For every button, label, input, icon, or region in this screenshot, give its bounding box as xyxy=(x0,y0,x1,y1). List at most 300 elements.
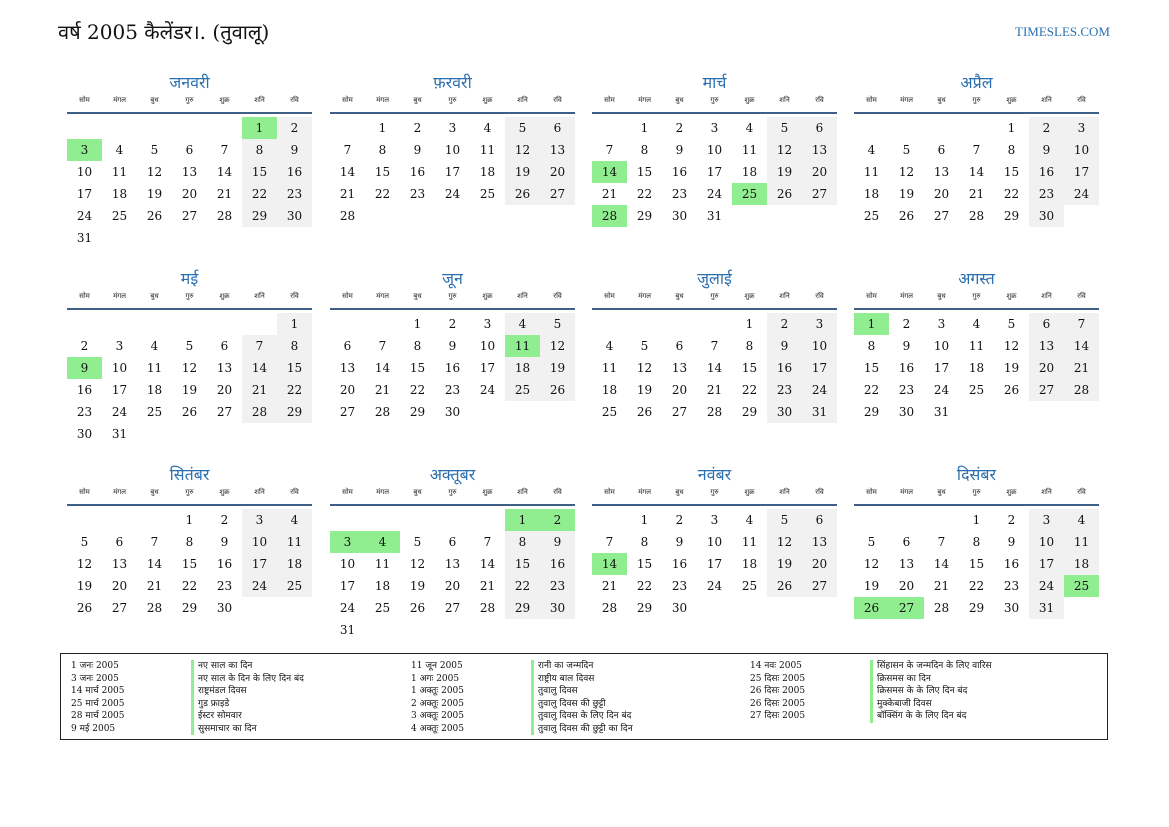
day-cell: 19 xyxy=(146,187,163,201)
day-cell: 12 xyxy=(409,557,426,571)
weekday-label: शनि xyxy=(1041,488,1052,496)
holiday-row xyxy=(750,698,992,711)
day-cell: 8 xyxy=(413,339,422,353)
weekday-label: रवि xyxy=(815,292,824,300)
weekday-label: शुक्र xyxy=(1006,292,1017,300)
holiday-row xyxy=(411,710,633,723)
day-cell: 18 xyxy=(1064,553,1099,575)
day-cell: 30 xyxy=(216,601,233,615)
day-cell: 21 xyxy=(242,379,277,401)
day-cell: 3 xyxy=(802,313,837,335)
day-cell: 23 xyxy=(409,187,426,201)
day-cell: 29 xyxy=(242,205,277,227)
day-cell: 19 xyxy=(767,553,802,575)
day-cell: 29 xyxy=(277,401,312,423)
weekday-label: मंगल xyxy=(376,96,389,104)
day-cell: 14 xyxy=(1064,335,1099,357)
weekday-label: बुध xyxy=(675,292,684,300)
weekday-label: शनि xyxy=(1041,292,1052,300)
weekday-header xyxy=(330,488,575,506)
day-cell: 12 xyxy=(767,531,802,553)
month-block xyxy=(592,462,837,619)
day-cell: 15 xyxy=(374,165,391,179)
day-cell: 3 xyxy=(710,121,719,135)
day-cell: 7 xyxy=(343,143,352,157)
weekday-label: गुरु xyxy=(448,292,457,300)
day-cell: 30 xyxy=(76,427,93,441)
day-cell: 15 xyxy=(636,165,653,179)
day-cell: 20 xyxy=(181,187,198,201)
weekday-label: बुध xyxy=(675,488,684,496)
day-cell: 10 xyxy=(933,339,950,353)
weekday-label: मंगल xyxy=(113,488,126,496)
day-cell: 21 xyxy=(706,383,723,397)
day-cell: 25 xyxy=(505,379,540,401)
day-cell: 15 xyxy=(242,161,277,183)
day-cell: 13 xyxy=(339,361,356,375)
day-cell: 7 xyxy=(220,143,229,157)
day-cell: 24 xyxy=(706,579,723,593)
weekday-label: बुध xyxy=(413,96,422,104)
day-cell: 19 xyxy=(636,383,653,397)
day-cell: 20 xyxy=(802,161,837,183)
day-cell: 18 xyxy=(277,553,312,575)
weekday-label: मंगल xyxy=(113,96,126,104)
day-cell: 12 xyxy=(146,165,163,179)
day-cell: 31 xyxy=(1029,597,1064,619)
day-cell: 26 xyxy=(854,597,889,619)
weekday-label: शुक्र xyxy=(219,96,230,104)
day-cell: 26 xyxy=(767,575,802,597)
weekday-label: गुरु xyxy=(972,488,981,496)
weekday-label: मंगल xyxy=(113,292,126,300)
month-block xyxy=(67,462,312,619)
day-cell: 24 xyxy=(444,187,461,201)
day-cell: 25 xyxy=(277,575,312,597)
empty-cell xyxy=(330,313,365,335)
weekday-label: सोम xyxy=(342,488,353,496)
day-cell: 14 xyxy=(339,165,356,179)
month-name: नवंबर xyxy=(697,465,732,484)
day-cell: 23 xyxy=(1029,183,1064,205)
day-cell: 27 xyxy=(444,601,461,615)
weekday-header xyxy=(67,488,312,506)
day-cell: 9 xyxy=(1029,139,1064,161)
weekday-label: सोम xyxy=(866,96,877,104)
empty-cell xyxy=(889,509,924,531)
holiday-date: 25 दिसः 2005 xyxy=(750,673,806,684)
day-cell: 19 xyxy=(767,161,802,183)
empty-cell xyxy=(137,509,172,531)
day-cell: 2 xyxy=(80,339,89,353)
empty-cell xyxy=(207,313,242,335)
day-cell: 3 xyxy=(1029,509,1064,531)
weekday-label: शुक्र xyxy=(482,96,493,104)
weekday-header xyxy=(854,96,1099,114)
day-cell: 29 xyxy=(863,405,880,419)
month-name: दिसंबर xyxy=(956,465,997,484)
day-cell: 4 xyxy=(365,531,400,553)
day-cell: 30 xyxy=(671,209,688,223)
day-cell: 2 xyxy=(1007,513,1016,527)
day-cell: 7 xyxy=(1064,313,1099,335)
holiday-row xyxy=(71,723,304,736)
day-cell: 16 xyxy=(76,383,93,397)
day-cell: 17 xyxy=(242,553,277,575)
day-cell: 15 xyxy=(968,557,985,571)
day-cell: 14 xyxy=(592,161,627,183)
holiday-date: 11 जून 2005 xyxy=(411,661,463,671)
day-cell: 20 xyxy=(1029,357,1064,379)
holiday-name: ईस्टर सोमवार xyxy=(191,710,242,723)
days-grid xyxy=(67,117,312,249)
day-cell: 27 xyxy=(216,405,233,419)
day-cell: 19 xyxy=(76,579,93,593)
day-cell: 26 xyxy=(76,601,93,615)
day-cell: 6 xyxy=(185,143,194,157)
day-cell: 13 xyxy=(802,139,837,161)
holiday-date: 9 मई 2005 xyxy=(71,723,116,734)
day-cell: 16 xyxy=(898,361,915,375)
day-cell: 23 xyxy=(277,183,312,205)
weekday-header xyxy=(67,292,312,310)
holiday-date: 1 अगः 2005 xyxy=(411,673,460,684)
day-cell: 16 xyxy=(277,161,312,183)
holiday-date: 1 अक्तूः 2005 xyxy=(411,686,465,696)
day-cell: 17 xyxy=(339,579,356,593)
days-grid xyxy=(330,313,575,423)
day-cell: 14 xyxy=(146,557,163,571)
day-cell: 6 xyxy=(448,535,457,549)
day-cell: 4 xyxy=(115,143,124,157)
weekday-label: शनि xyxy=(779,96,790,104)
day-cell: 22 xyxy=(181,579,198,593)
day-cell: 6 xyxy=(540,117,575,139)
weekday-header xyxy=(67,96,312,114)
holiday-row xyxy=(71,698,304,711)
weekday-label: सोम xyxy=(866,292,877,300)
day-cell: 29 xyxy=(1003,209,1020,223)
holiday-name: नए साल का दिन xyxy=(191,660,252,673)
day-cell: 3 xyxy=(242,509,277,531)
day-cell: 13 xyxy=(216,361,233,375)
day-cell: 13 xyxy=(898,557,915,571)
day-cell: 1 xyxy=(505,509,540,531)
holiday-name: क्रिसमस के के लिए दिन बंद xyxy=(870,685,967,698)
day-cell: 29 xyxy=(968,601,985,615)
day-cell: 2 xyxy=(220,513,229,527)
day-cell: 28 xyxy=(374,405,391,419)
empty-cell xyxy=(207,117,242,139)
holiday-row xyxy=(71,673,304,686)
empty-cell xyxy=(592,117,627,139)
weekday-header xyxy=(854,292,1099,310)
holiday-name: राष्ट्रीय बाल दिवस xyxy=(531,673,594,686)
day-cell: 9 xyxy=(1007,535,1016,549)
day-cell: 23 xyxy=(898,383,915,397)
day-cell: 22 xyxy=(741,383,758,397)
day-cell: 11 xyxy=(479,143,496,157)
empty-cell xyxy=(102,117,137,139)
empty-cell xyxy=(854,117,889,139)
day-cell: 3 xyxy=(937,317,946,331)
day-cell: 16 xyxy=(671,165,688,179)
holiday-date: 3 जनः 2005 xyxy=(71,673,119,684)
day-cell: 15 xyxy=(277,357,312,379)
weekday-label: बुध xyxy=(937,292,946,300)
day-cell: 4 xyxy=(972,317,981,331)
day-cell: 22 xyxy=(374,187,391,201)
day-cell: 27 xyxy=(540,183,575,205)
day-cell: 26 xyxy=(898,209,915,223)
days-grid xyxy=(854,117,1099,227)
day-cell: 31 xyxy=(76,231,93,245)
day-cell: 11 xyxy=(146,361,163,375)
day-cell: 26 xyxy=(409,601,426,615)
empty-cell xyxy=(172,313,207,335)
day-cell: 1 xyxy=(854,313,889,335)
weekday-label: शनि xyxy=(517,96,528,104)
day-cell: 27 xyxy=(181,209,198,223)
weekday-label: मंगल xyxy=(638,292,651,300)
weekday-label: सोम xyxy=(604,292,615,300)
weekday-label: गुरु xyxy=(448,488,457,496)
holiday-name: मुक्केबाजी दिवस xyxy=(870,698,932,711)
weekday-label: बुध xyxy=(150,96,159,104)
day-cell: 1 xyxy=(277,313,312,335)
weekday-label: शुक्र xyxy=(1006,488,1017,496)
day-cell: 26 xyxy=(1003,383,1020,397)
month-name: सितंबर xyxy=(169,465,210,484)
day-cell: 21 xyxy=(146,579,163,593)
month-block xyxy=(330,266,575,423)
weekday-label: शुक्र xyxy=(744,488,755,496)
weekday-label: बुध xyxy=(937,488,946,496)
day-cell: 18 xyxy=(479,165,496,179)
empty-cell xyxy=(924,509,959,531)
weekday-label: रवि xyxy=(553,488,562,496)
holiday-date: 4 अक्तूः 2005 xyxy=(411,723,465,734)
day-cell: 28 xyxy=(933,601,950,615)
day-cell: 22 xyxy=(1003,187,1020,201)
day-cell: 25 xyxy=(1064,575,1099,597)
holiday-date: 26 दिसः 2005 xyxy=(750,686,806,696)
day-cell: 6 xyxy=(937,143,946,157)
weekday-label: रवि xyxy=(815,96,824,104)
day-cell: 9 xyxy=(675,143,684,157)
day-cell: 7 xyxy=(150,535,159,549)
weekday-label: सोम xyxy=(342,96,353,104)
day-cell: 22 xyxy=(636,187,653,201)
day-cell: 21 xyxy=(968,187,985,201)
day-cell: 6 xyxy=(675,339,684,353)
day-cell: 19 xyxy=(409,579,426,593)
day-cell: 22 xyxy=(505,575,540,597)
day-cell: 22 xyxy=(242,183,277,205)
day-cell: 22 xyxy=(277,379,312,401)
holiday-date: 28 मार्च 2005 xyxy=(71,711,125,721)
day-cell: 25 xyxy=(374,601,391,615)
weekday-label: गुरु xyxy=(448,96,457,104)
day-cell: 3 xyxy=(448,121,457,135)
holiday-name: बॉक्सिंग के के लिए दिन बंद xyxy=(870,710,966,723)
weekday-label: गुरु xyxy=(710,292,719,300)
holiday-list xyxy=(60,653,1108,740)
holiday-row xyxy=(71,710,304,723)
weekday-header xyxy=(330,96,575,114)
day-cell: 12 xyxy=(505,139,540,161)
day-cell: 28 xyxy=(242,401,277,423)
day-cell: 13 xyxy=(933,165,950,179)
day-cell: 20 xyxy=(444,579,461,593)
empty-cell xyxy=(330,117,365,139)
day-cell: 8 xyxy=(1007,143,1016,157)
weekday-label: शनि xyxy=(1041,96,1052,104)
month-name: मई xyxy=(180,269,199,288)
day-cell: 4 xyxy=(745,121,754,135)
day-cell: 29 xyxy=(409,405,426,419)
days-grid xyxy=(854,313,1099,423)
day-cell: 4 xyxy=(745,513,754,527)
holiday-row xyxy=(750,685,992,698)
day-cell: 25 xyxy=(732,183,767,205)
empty-cell xyxy=(592,313,627,335)
day-cell: 25 xyxy=(146,405,163,419)
weekday-label: शनि xyxy=(517,292,528,300)
day-cell: 11 xyxy=(277,531,312,553)
day-cell: 7 xyxy=(378,339,387,353)
holiday-date: 3 अक्तूः 2005 xyxy=(411,711,465,721)
day-cell: 7 xyxy=(710,339,719,353)
day-cell: 2 xyxy=(413,121,422,135)
day-cell: 19 xyxy=(863,579,880,593)
day-cell: 10 xyxy=(1064,139,1099,161)
day-cell: 2 xyxy=(540,509,575,531)
day-cell: 10 xyxy=(444,143,461,157)
weekday-label: रवि xyxy=(815,488,824,496)
day-cell: 22 xyxy=(968,579,985,593)
day-cell: 27 xyxy=(933,209,950,223)
day-cell: 5 xyxy=(185,339,194,353)
day-cell: 30 xyxy=(671,601,688,615)
day-cell: 20 xyxy=(540,161,575,183)
day-cell: 30 xyxy=(540,597,575,619)
day-cell: 25 xyxy=(968,383,985,397)
weekday-label: शनि xyxy=(254,96,265,104)
day-cell: 6 xyxy=(802,509,837,531)
weekday-label: बुध xyxy=(150,292,159,300)
weekday-label: बुध xyxy=(413,488,422,496)
month-block xyxy=(330,70,575,227)
day-cell: 27 xyxy=(111,601,128,615)
day-cell: 16 xyxy=(1029,161,1064,183)
day-cell: 30 xyxy=(1029,205,1064,227)
day-cell: 25 xyxy=(863,209,880,223)
site-link[interactable]: TIMESLES.COM xyxy=(1015,24,1110,39)
day-cell: 31 xyxy=(111,427,128,441)
holiday-row xyxy=(750,660,992,673)
day-cell: 28 xyxy=(146,601,163,615)
day-cell: 22 xyxy=(636,579,653,593)
day-cell: 14 xyxy=(216,165,233,179)
month-name: जून xyxy=(442,269,463,288)
day-cell: 9 xyxy=(902,339,911,353)
day-cell: 30 xyxy=(444,405,461,419)
day-cell: 11 xyxy=(741,535,758,549)
day-cell: 10 xyxy=(706,535,723,549)
day-cell: 31 xyxy=(802,401,837,423)
weekday-label: गुरु xyxy=(972,96,981,104)
day-cell: 10 xyxy=(242,531,277,553)
day-cell: 21 xyxy=(374,383,391,397)
holiday-row xyxy=(411,723,633,736)
day-cell: 17 xyxy=(444,165,461,179)
day-cell: 26 xyxy=(540,379,575,401)
day-cell: 19 xyxy=(1003,361,1020,375)
weekday-label: शुक्र xyxy=(219,488,230,496)
page-title: वर्ष 2005 कैलेंडर।. (तुवालू) xyxy=(58,20,270,44)
day-cell: 18 xyxy=(863,187,880,201)
empty-cell xyxy=(67,313,102,335)
weekday-label: रवि xyxy=(290,488,299,496)
empty-cell xyxy=(67,117,102,139)
day-cell: 27 xyxy=(1029,379,1064,401)
weekday-label: सोम xyxy=(79,292,90,300)
day-cell: 28 xyxy=(479,601,496,615)
weekday-header xyxy=(592,488,837,506)
weekday-label: रवि xyxy=(1077,96,1086,104)
day-cell: 24 xyxy=(76,209,93,223)
day-cell: 8 xyxy=(505,531,540,553)
days-grid xyxy=(592,117,837,227)
day-cell: 9 xyxy=(277,139,312,161)
day-cell: 12 xyxy=(540,335,575,357)
weekday-label: रवि xyxy=(1077,488,1086,496)
holiday-row xyxy=(71,660,304,673)
day-cell: 16 xyxy=(671,557,688,571)
day-cell: 18 xyxy=(968,361,985,375)
day-cell: 20 xyxy=(216,383,233,397)
day-cell: 24 xyxy=(802,379,837,401)
day-cell: 12 xyxy=(76,557,93,571)
day-cell: 26 xyxy=(146,209,163,223)
day-cell: 2 xyxy=(902,317,911,331)
day-cell: 18 xyxy=(741,557,758,571)
day-cell: 5 xyxy=(867,535,876,549)
weekday-label: मंगल xyxy=(900,96,913,104)
weekday-label: गुरु xyxy=(185,292,194,300)
day-cell: 20 xyxy=(671,383,688,397)
weekday-label: गुरु xyxy=(710,96,719,104)
days-grid xyxy=(330,117,575,227)
holiday-name: तुवालु दिवस के लिए दिन बंद xyxy=(531,710,631,723)
weekday-label: मंगल xyxy=(638,96,651,104)
day-cell: 29 xyxy=(505,597,540,619)
day-cell: 8 xyxy=(867,339,876,353)
day-cell: 11 xyxy=(505,335,540,357)
holiday-date: 14 मार्च 2005 xyxy=(71,686,125,696)
day-cell: 27 xyxy=(889,597,924,619)
day-cell: 14 xyxy=(374,361,391,375)
day-cell: 13 xyxy=(1029,335,1064,357)
holiday-date: 27 दिसः 2005 xyxy=(750,711,806,721)
day-cell: 23 xyxy=(76,405,93,419)
day-cell: 12 xyxy=(767,139,802,161)
day-cell: 14 xyxy=(242,357,277,379)
day-cell: 23 xyxy=(1003,579,1020,593)
day-cell: 20 xyxy=(802,553,837,575)
days-grid xyxy=(592,313,837,423)
